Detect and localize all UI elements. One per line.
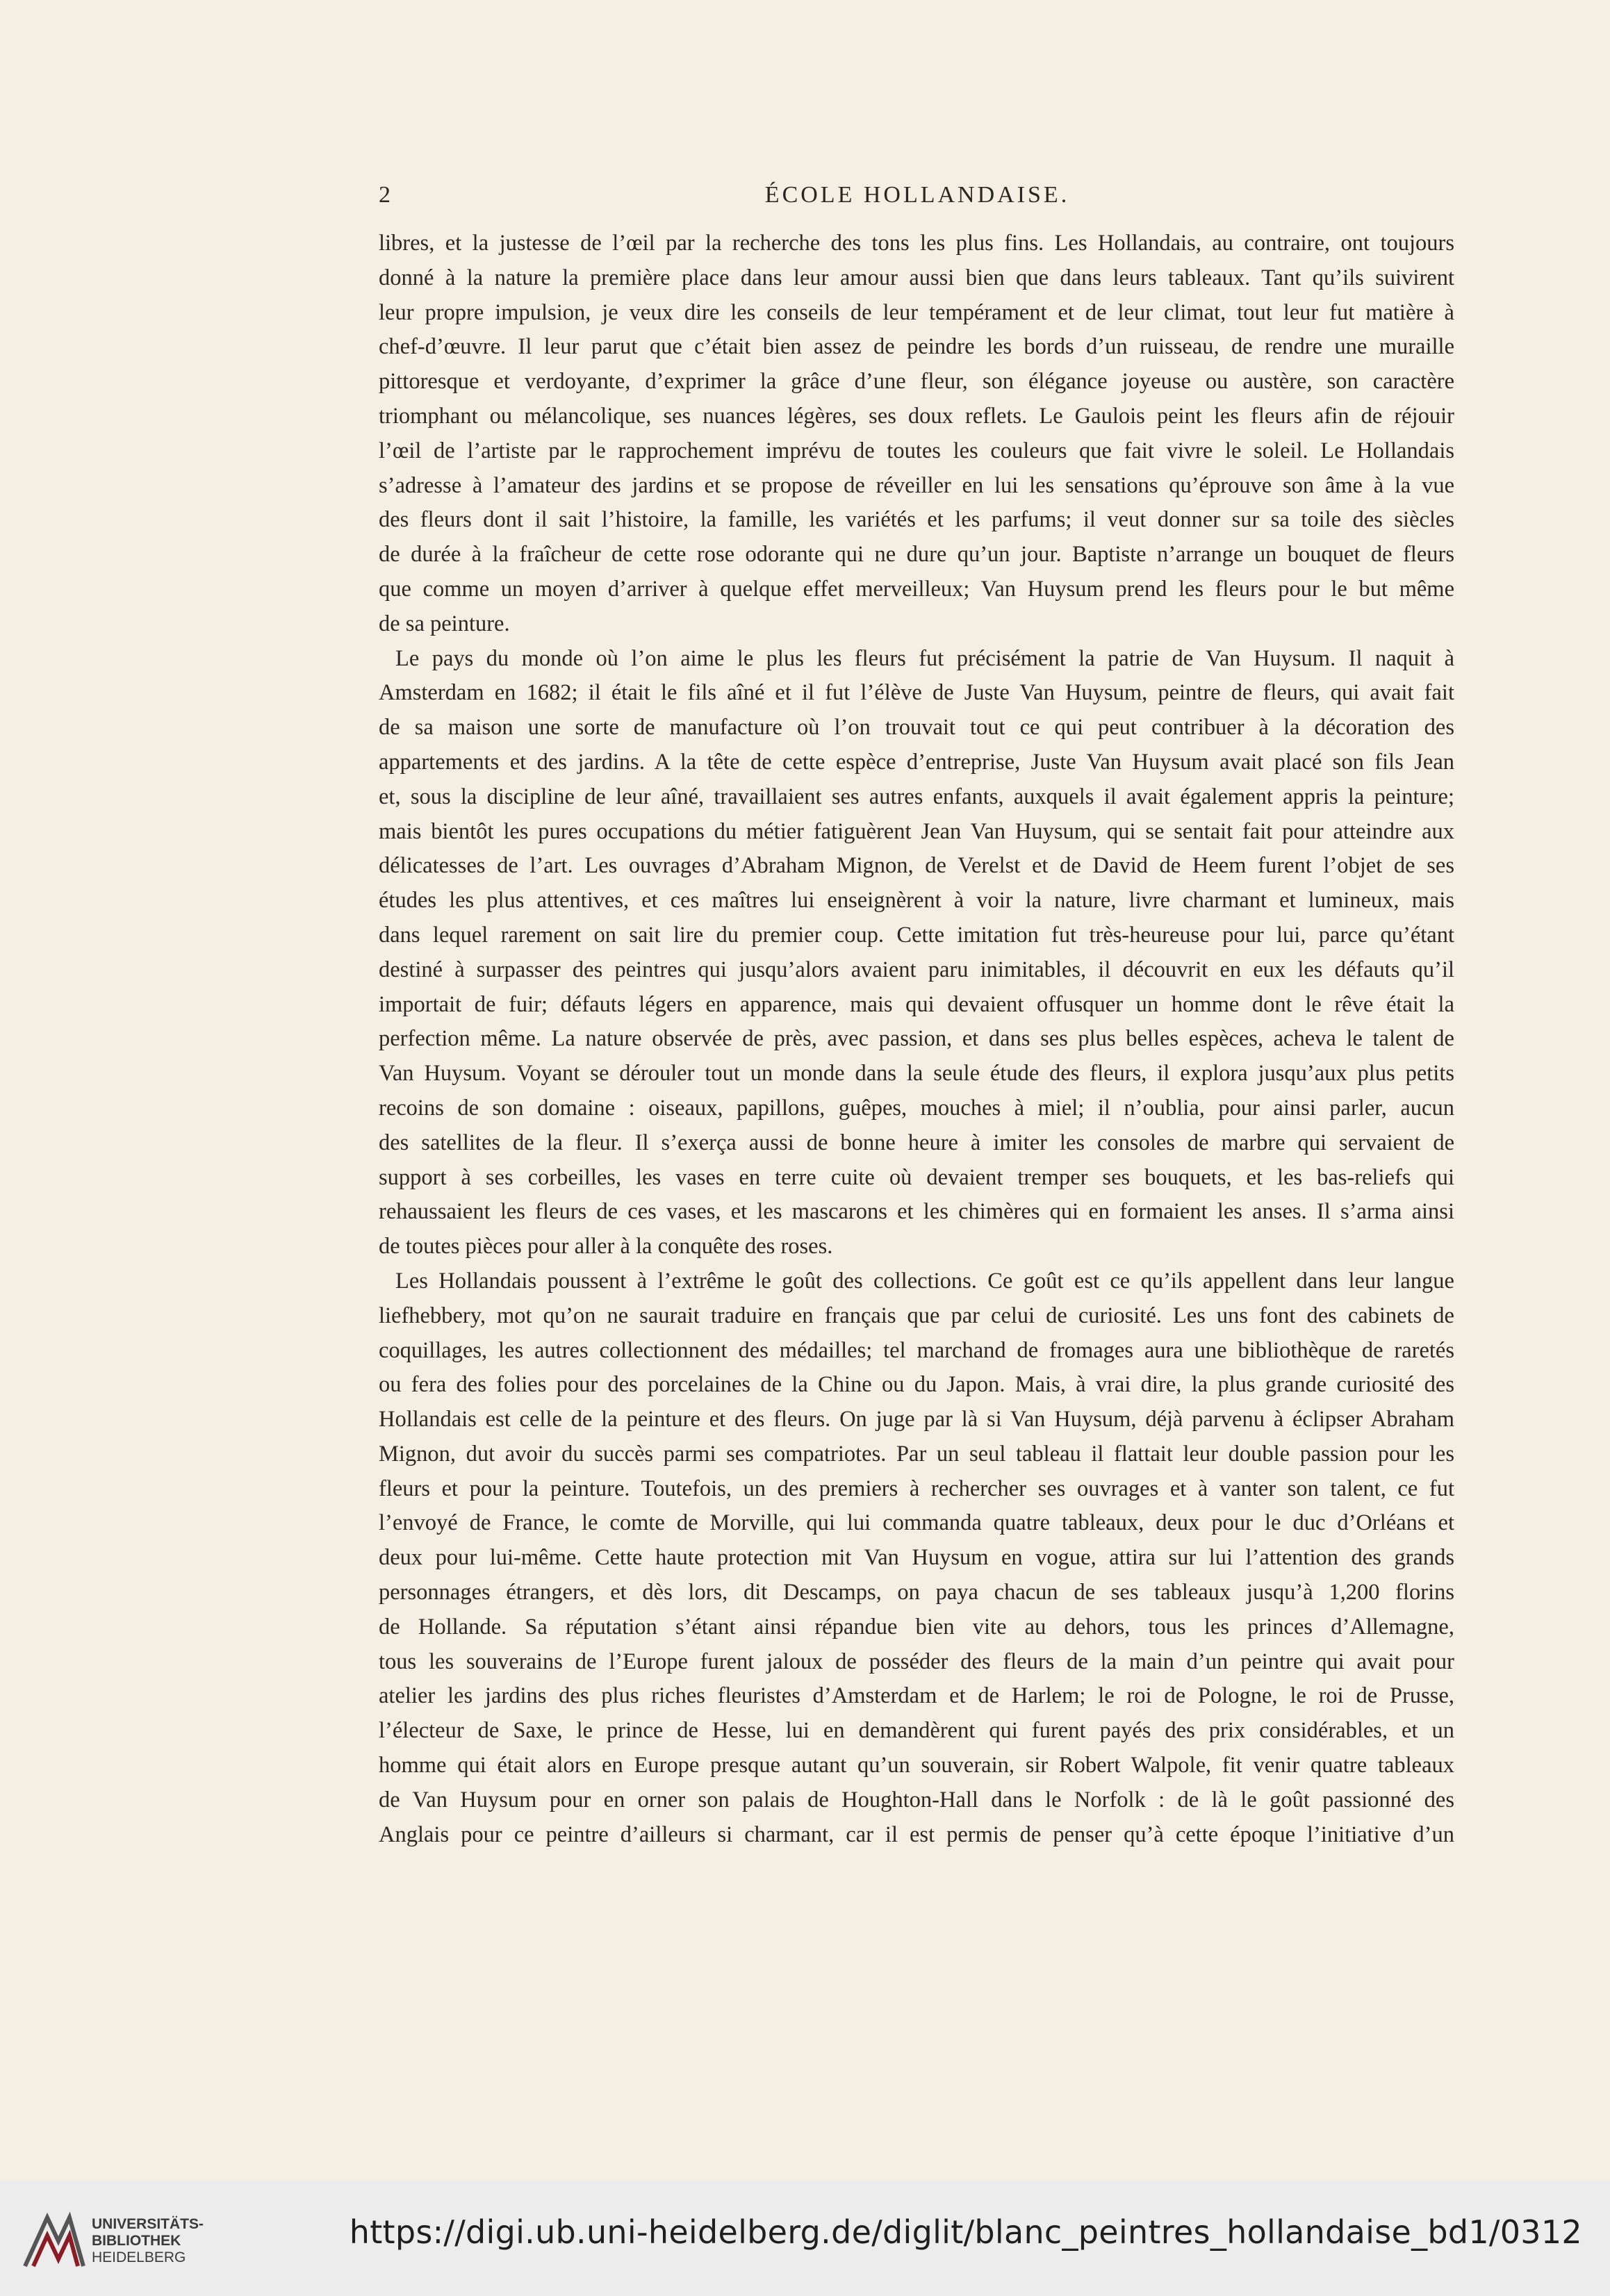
text-line: donné à la nature la première place dans leur amour aussi bien que dans leurs tableaux. Tant qu’ils suivirent: [379, 265, 1454, 290]
text-line: l’envoyé de France, le comte de Morville, qui lui commanda quatre tableaux, deux pour le duc d’Orléans et: [379, 1510, 1454, 1536]
text-line: rehaussaient les fleurs de ces vases, et les mascarons et les chimères qui en formaient les anses. Il s’arma ainsi: [379, 1199, 1454, 1225]
text-line: de durée à la fraîcheur de cette rose odorante qui ne dure qu’un jour. Baptiste n’arrange un bouquet de fleurs: [379, 542, 1454, 568]
text-line: destiné à surpasser des peintres qui jusqu’alors avaient paru inimitables, il découvrit en eux les défauts qu’il: [379, 957, 1454, 982]
text-line: et, sous la discipline de leur aîné, travaillaient ses autres enfants, auxquels il avait également appris la peinture;: [379, 784, 1454, 809]
footer-bar: [0, 2180, 1610, 2296]
text-line: des fleurs dont il sait l’histoire, la famille, les variétés et les parfums; il veut donner sur sa toile des siècles: [379, 507, 1454, 533]
text-line: Anglais pour ce peintre d’ailleurs si charmant, car il est permis de penser qu’à cette époque l’initiative d’un: [379, 1822, 1454, 1847]
text-line: tous les souverains de l’Europe furent jaloux de posséder des fleurs de la main d’un peintre qui avait pour: [379, 1649, 1454, 1674]
text-line: triomphant ou mélancolique, ses nuances légères, ses doux reflets. Le Gaulois peint les fleurs afin de réjouir: [379, 403, 1454, 429]
text-line: délicatesses de l’art. Les ouvrages d’Abraham Mignon, de Verelst et de David de Heem furent l’objet de ses: [379, 853, 1454, 879]
text-line: support à ses corbeilles, les vases en terre cuite où devaient tremper ses bouquets, et les bas-reliefs qui: [379, 1164, 1454, 1190]
text-line: chef-d’œuvre. Il leur parut que c’était bien assez de peindre les bords d’un ruisseau, de rendre une muraille: [379, 334, 1454, 360]
text-line: que comme un moyen d’arriver à quelque effet merveilleux; Van Huysum prend les fleurs pour le but même: [379, 576, 1454, 602]
text-line: coquillages, les autres collectionnent des médailles; tel marchand de fromages aura une bibliothèque de raretés: [379, 1337, 1454, 1363]
library-name-line: UNIVERSITÄTS-: [92, 2216, 204, 2232]
running-head: [379, 182, 1456, 217]
text-line: importait de fuir; défauts légers en apparence, mais qui devaient offusquer un homme dont le rêve était la: [379, 991, 1454, 1017]
text-line: l’électeur de Saxe, le prince de Hesse, lui en demandèrent qui furent payés des prix considérables, et un: [379, 1718, 1454, 1744]
text-line: liefhebbery, mot qu’on ne saurait traduire en français que par celui de curiosité. Les uns font des cabinets de: [379, 1303, 1454, 1328]
library-name: [92, 2216, 204, 2266]
text-line: de Van Huysum pour en orner son palais de Houghton-Hall dans le Norfolk : de là le goût passionné des: [379, 1787, 1454, 1812]
text-line: recoins de son domaine : oiseaux, papillons, guêpes, mouches à miel; il n’oublia, pour ainsi parler, aucun: [379, 1095, 1454, 1121]
text-line: de toutes pièces pour aller à la conquête des roses.: [379, 1234, 833, 1260]
source-url-link[interactable]: https://digi.ub.uni-heidelberg.de/diglit/blanc_peintres_hollandaise_bd1/0312: [349, 2213, 1582, 2251]
text-line: libres, et la justesse de l’œil par la recherche des tons les plus fins. Les Hollandais, au contraire, ont toujours: [379, 231, 1454, 256]
text-line: l’œil de l’artiste par le rapprochement imprévu de toutes les couleurs que fait vivre le soleil. Le Hollandais: [379, 438, 1454, 463]
text-line: perfection même. La nature observée de près, avec passion, et dans ses plus belles espèces, acheva le talent de: [379, 1026, 1454, 1052]
text-line: fleurs et pour la peinture. Toutefois, un des premiers à rechercher ses ouvrages et à vanter son talent, ce fut: [379, 1476, 1454, 1501]
text-line: de sa maison une sorte de manufacture où l’on trouvait tout ce qui peut contribuer à la décoration des: [379, 715, 1454, 741]
running-title: ÉCOLE HOLLANDAISE.: [764, 182, 1070, 208]
text-line: atelier les jardins des plus riches fleuristes d’Amsterdam et de Harlem; le roi de Pologne, le roi de Prusse,: [379, 1683, 1454, 1709]
text-line: dans lequel rarement on sait lire du premier coup. Cette imitation fut très-heureuse pour lui, parce qu’étant: [379, 922, 1454, 948]
text-line: mais bientôt les pures occupations du métier fatiguèrent Jean Van Huysum, qui se sentait fait pour atteindre aux: [379, 818, 1454, 844]
text-line: Mignon, dut avoir du succès parmi ses compatriotes. Par un seul tableau il flattait leur double passion pour les: [379, 1441, 1454, 1467]
text-line: appartements et des jardins. A la tête de cette espèce d’entreprise, Juste Van Huysum avait placé son fils Jean: [379, 749, 1454, 775]
body-text: [379, 226, 1454, 1852]
text-line: pittoresque et verdoyante, d’exprimer la grâce d’une fleur, son élégance joyeuse ou austère, son caractère: [379, 369, 1454, 395]
text-line: personnages étrangers, et dès lors, dit Descamps, on paya chacun de ses tableaux jusqu’à 1,200 florins: [379, 1580, 1454, 1605]
text-line: deux pour lui-même. Cette haute protection mit Van Huysum en vogue, attira sur lui l’attention des grands: [379, 1545, 1454, 1571]
text-line: Les Hollandais poussent à l’extrême le goût des collections. Ce goût est ce qu’ils appellent dans leur langue: [395, 1268, 1454, 1294]
text-line: leur propre impulsion, je veux dire les conseils de leur tempérament et de leur climat, tout leur fut matière à: [379, 299, 1454, 325]
text-line: études les plus attentives, et ces maîtres lui enseignèrent à voir la nature, livre charmant et lumineux, mais: [379, 888, 1454, 914]
text-line: Hollandais est celle de la peinture et des fleurs. On juge par là si Van Huysum, déjà parvenu à éclipser Abraham: [379, 1407, 1454, 1432]
library-name-line: BIBLIOTHEK: [92, 2233, 181, 2249]
text-line: de sa peinture.: [379, 611, 510, 636]
page-number: 2: [379, 182, 391, 208]
text-line: s’adresse à l’amateur des jardins et se propose de réveiller en lui les sensations qu’éprouve son âme à la vue: [379, 472, 1454, 498]
text-line: des satellites de la fleur. Il s’exerça aussi de bonne heure à imiter les consoles de marbre qui servaient de: [379, 1130, 1454, 1155]
library-logo-icon: [19, 2211, 89, 2272]
library-name-line: HEIDELBERG: [92, 2249, 186, 2265]
text-line: Le pays du monde où l’on aime le plus les fleurs fut précisément la patrie de Van Huysum. Il naquit à: [395, 645, 1454, 671]
text-line: ou fera des folies pour des porcelaines de la Chine ou du Japon. Mais, à vrai dire, la plus grande curiosité des: [379, 1372, 1454, 1398]
text-line: Van Huysum. Voyant se dérouler tout un monde dans la seule étude des fleurs, il explora jusqu’aux plus petits: [379, 1061, 1454, 1087]
text-line: Amsterdam en 1682; il était le fils aîné et il fut l’élève de Juste Van Huysum, peintre de fleurs, qui avait fait: [379, 680, 1454, 706]
text-line: de Hollande. Sa réputation s’étant ainsi répandue bien vite au dehors, tous les princes d’Allemagne,: [379, 1614, 1454, 1640]
text-line: homme qui était alors en Europe presque autant qu’un souverain, sir Robert Walpole, fit venir quatre tableaux: [379, 1753, 1454, 1778]
